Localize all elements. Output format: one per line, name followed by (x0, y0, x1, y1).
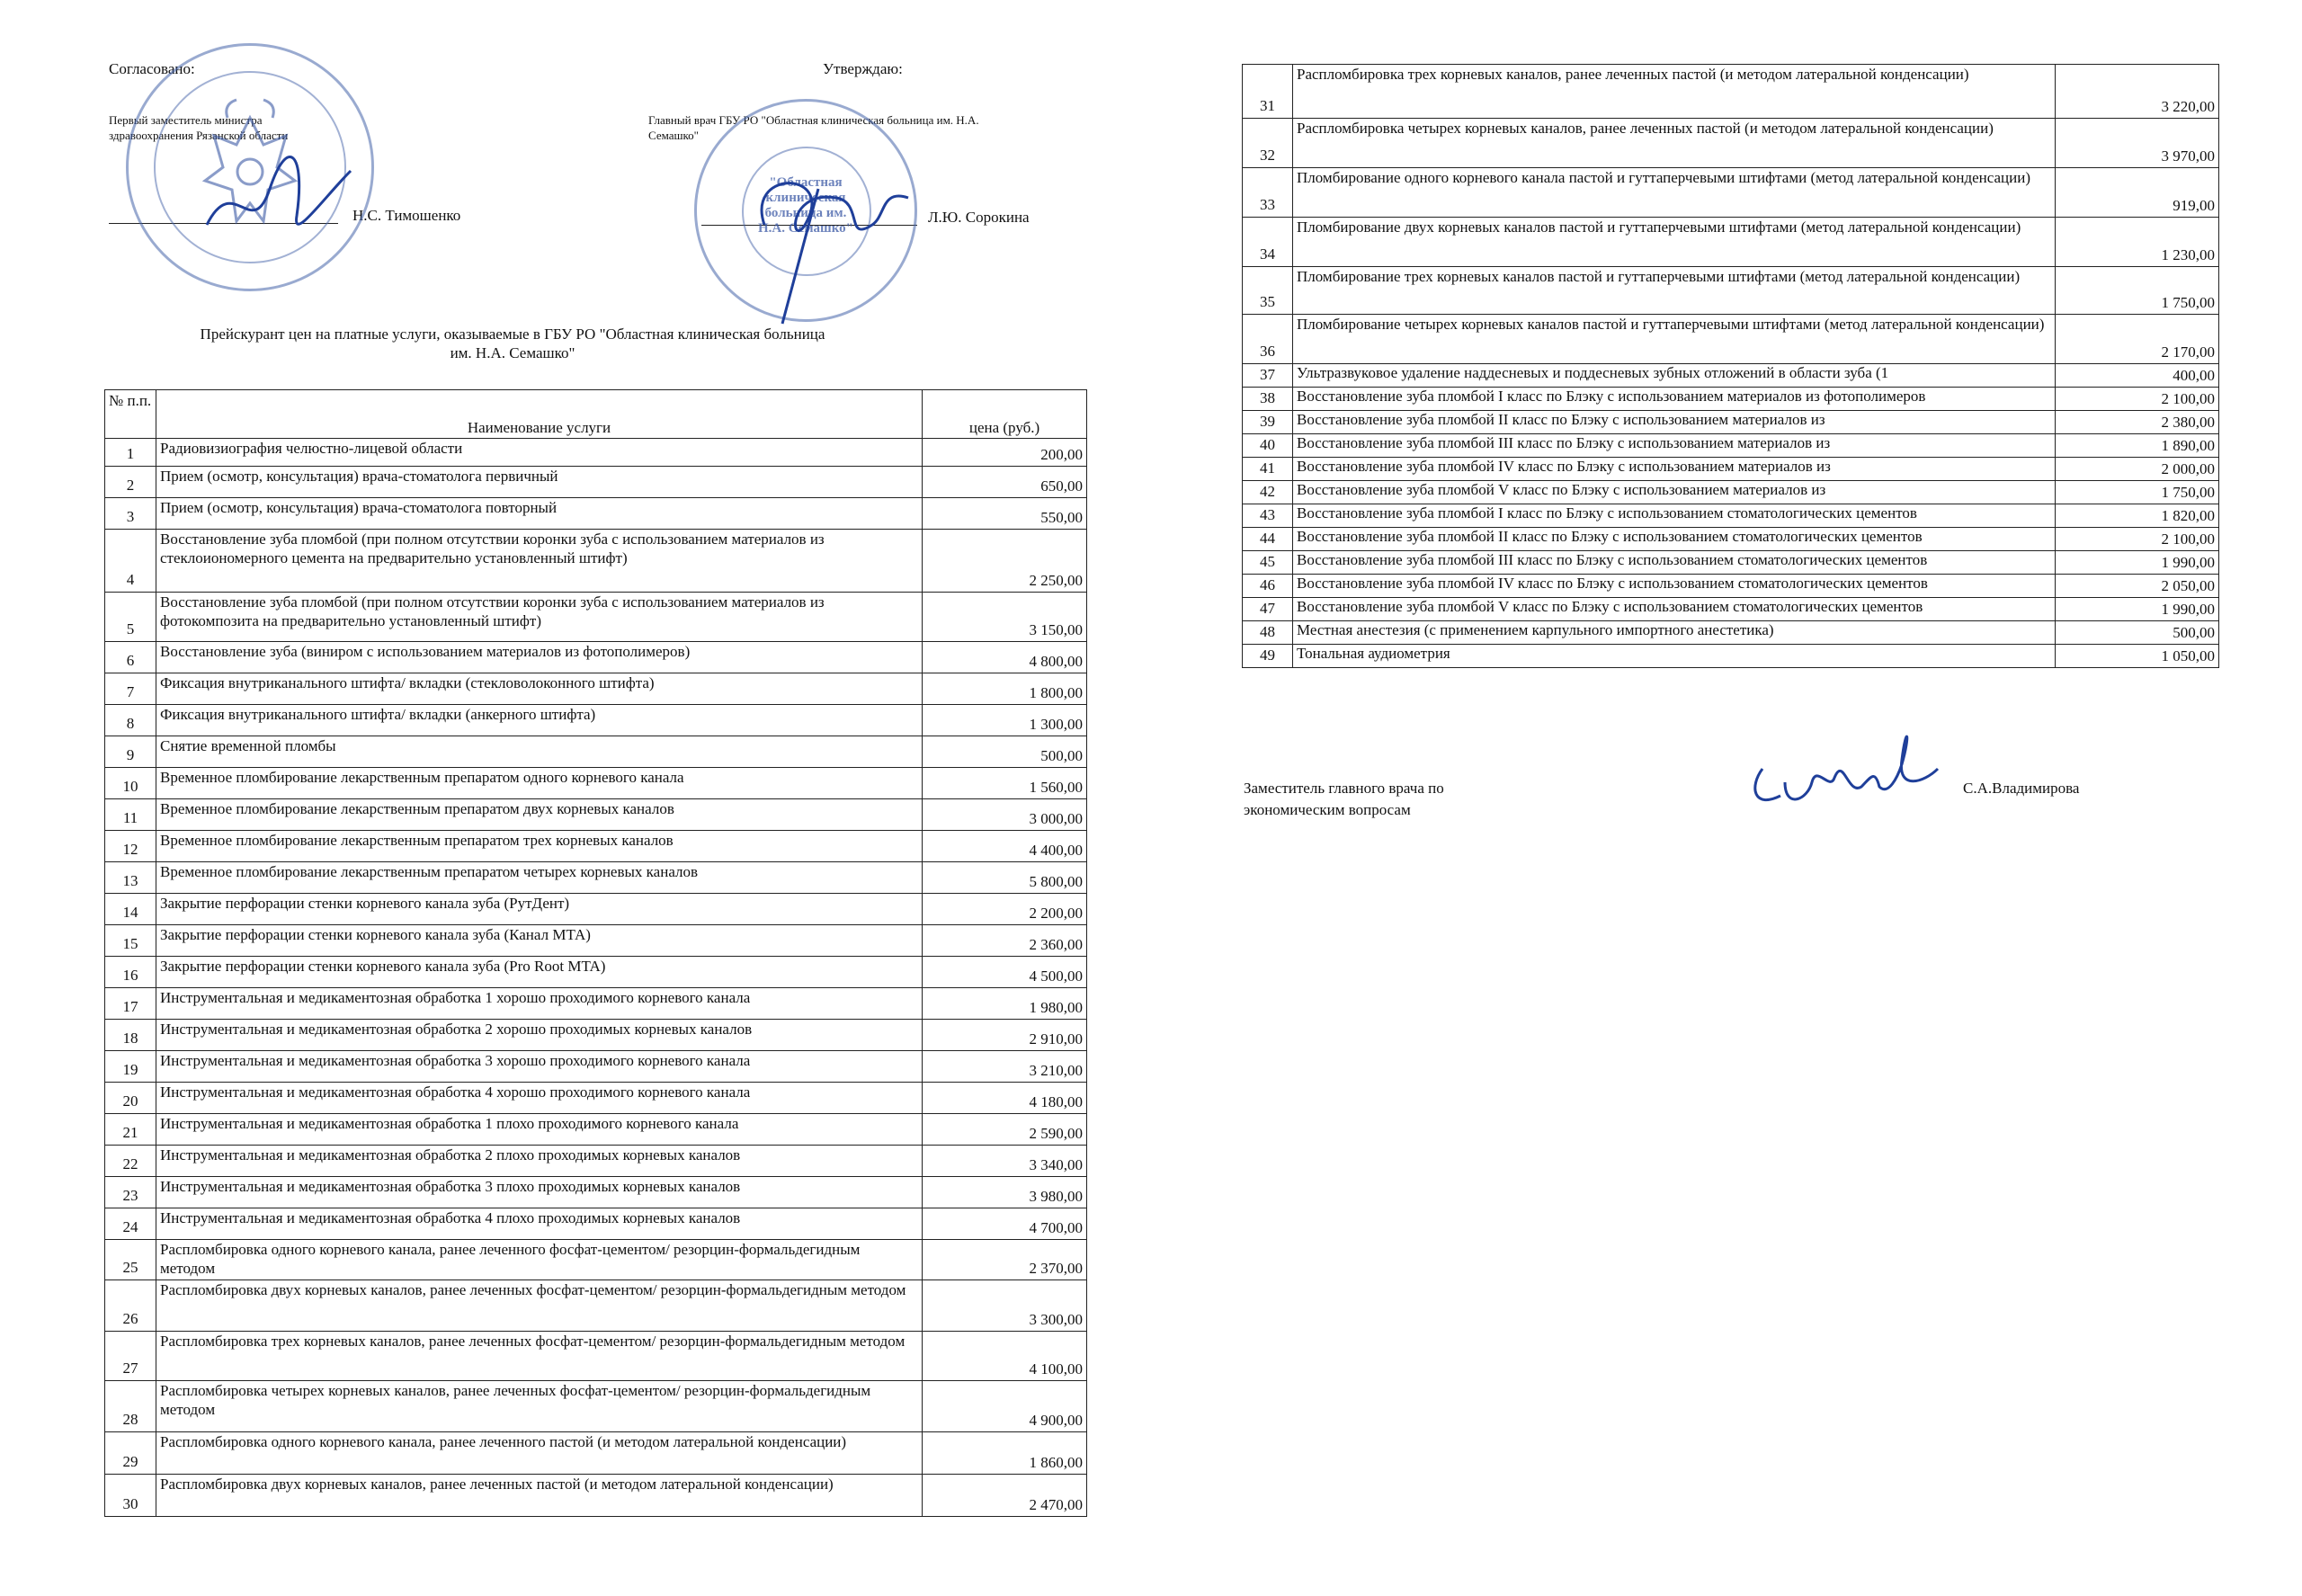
service-name: Закрытие перфорации стенки корневого канала зуба (Канал МТА) (156, 925, 923, 957)
service-name: Распломбировка одного корневого канала, ранее леченного фосфат-цементом/ резорцин-формальдегидным методом (156, 1240, 923, 1280)
table-row (105, 925, 1087, 957)
service-name: Распломбировка четырех корневых каналов, ранее леченных фосфат-цементом/ резорцин-формальдегидным методом (156, 1381, 923, 1432)
approve-label: Утверждаю: (823, 60, 903, 77)
row-number: 47 (1243, 598, 1293, 621)
table-row (105, 799, 1087, 831)
service-name: Инструментальная и медикаментозная обработка 4 плохо проходимых корневых каналов (156, 1208, 923, 1240)
table-row (105, 1475, 1087, 1517)
price-table-right (1242, 64, 2219, 668)
col-number-header: № п.п. (105, 390, 156, 439)
service-price: 2 590,00 (923, 1114, 1087, 1146)
service-price: 3 210,00 (923, 1051, 1087, 1083)
service-price: 2 200,00 (923, 894, 1087, 925)
service-name: Временное пломбирование лекарственным препаратом четырех корневых каналов (156, 862, 923, 894)
service-price: 4 400,00 (923, 831, 1087, 862)
table-row (1243, 411, 2219, 434)
service-name: Восстановление зуба пломбой II класс по Блэку с использованием стоматологических цементов (1293, 528, 2056, 551)
table-row (1243, 598, 2219, 621)
table-row (105, 1083, 1087, 1114)
service-price: 3 970,00 (2056, 119, 2219, 168)
service-price: 1 820,00 (2056, 504, 2219, 528)
table-row (105, 768, 1087, 799)
row-number: 33 (1243, 168, 1293, 218)
table-row (105, 988, 1087, 1020)
service-price: 4 180,00 (923, 1083, 1087, 1114)
service-price: 1 980,00 (923, 988, 1087, 1020)
title-line2: им. Н.А. Семашко" (450, 344, 576, 362)
service-price: 2 170,00 (2056, 315, 2219, 364)
table-body-left (105, 439, 1087, 1517)
service-name: Закрытие перфорации стенки корневого канала зуба (Pro Root MTA) (156, 957, 923, 988)
row-number: 26 (105, 1280, 156, 1332)
table-body-right (1243, 65, 2219, 668)
table-row (105, 498, 1087, 530)
service-name: Инструментальная и медикаментозная обработка 4 хорошо проходимого корневого канала (156, 1083, 923, 1114)
row-number: 5 (105, 593, 156, 642)
row-number: 21 (105, 1114, 156, 1146)
service-name: Восстановление зуба пломбой IV класс по Блэку с использованием стоматологических цементов (1293, 575, 2056, 598)
service-price: 650,00 (923, 467, 1087, 498)
service-name: Восстановление зуба пломбой II класс по Блэку с использованием материалов из (1293, 411, 2056, 434)
footer-deputy-line2: экономическим вопросам (1244, 801, 1411, 818)
service-name: Распломбировка четырех корневых каналов, ранее леченных пастой (и методом латеральной конденсации) (1293, 119, 2056, 168)
service-price: 4 500,00 (923, 957, 1087, 988)
table-row (105, 831, 1087, 862)
table-row (105, 1146, 1087, 1177)
table-row (105, 1114, 1087, 1146)
row-number: 17 (105, 988, 156, 1020)
col-price-header: цена (руб.) (923, 390, 1087, 439)
service-name: Временное пломбирование лекарственным препаратом двух корневых каналов (156, 799, 923, 831)
row-number: 32 (1243, 119, 1293, 168)
row-number: 11 (105, 799, 156, 831)
service-name: Восстановление зуба пломбой I класс по Блэку с использованием материалов из фотополимеров (1293, 388, 2056, 411)
service-price: 1 560,00 (923, 768, 1087, 799)
table-row (105, 1177, 1087, 1208)
row-number: 19 (105, 1051, 156, 1083)
service-name: Распломбировка двух корневых каналов, ранее леченных фосфат-цементом/ резорцин-формальдегидным методом (156, 1280, 923, 1332)
service-price: 2 000,00 (2056, 458, 2219, 481)
service-price: 500,00 (2056, 621, 2219, 645)
service-name: Распломбировка двух корневых каналов, ранее леченных пастой (и методом латеральной конденсации) (156, 1475, 923, 1517)
row-number: 10 (105, 768, 156, 799)
row-number: 37 (1243, 364, 1293, 388)
service-price: 3 980,00 (923, 1177, 1087, 1208)
service-name: Пломбирование одного корневого канала пастой и гуттаперчевыми штифтами (метод латеральной конденсации) (1293, 168, 2056, 218)
service-name: Распломбировка одного корневого канала, ранее леченного пастой (и методом латеральной конденсации) (156, 1432, 923, 1475)
service-name: Закрытие перфорации стенки корневого канала зуба (РутДент) (156, 894, 923, 925)
table-header-row (105, 390, 1087, 439)
table-row (1243, 65, 2219, 119)
service-price: 2 360,00 (923, 925, 1087, 957)
service-name: Прием (осмотр, консультация) врача-стоматолога повторный (156, 498, 923, 530)
chief-doctor-title-line1: Главный врач ГБУ РО "Областная клиническая больница им. Н.А. (648, 113, 979, 127)
service-price: 2 050,00 (2056, 575, 2219, 598)
row-number: 48 (1243, 621, 1293, 645)
row-number: 1 (105, 439, 156, 467)
table-row (105, 705, 1087, 736)
service-price: 1 890,00 (2056, 434, 2219, 458)
service-price: 3 300,00 (923, 1280, 1087, 1332)
service-name: Восстановление зуба пломбой V класс по Блэку с использованием стоматологических цементов (1293, 598, 2056, 621)
row-number: 15 (105, 925, 156, 957)
service-name: Инструментальная и медикаментозная обработка 1 хорошо проходимого корневого канала (156, 988, 923, 1020)
service-price: 1 300,00 (923, 705, 1087, 736)
row-number: 35 (1243, 267, 1293, 315)
row-number: 45 (1243, 551, 1293, 575)
table-row (105, 467, 1087, 498)
table-row (105, 1381, 1087, 1432)
row-number: 22 (105, 1146, 156, 1177)
row-number: 2 (105, 467, 156, 498)
table-row (105, 1051, 1087, 1083)
service-name: Радиовизиография челюстно-лицевой области (156, 439, 923, 467)
service-name: Восстановление зуба пломбой IV класс по Блэку с использованием материалов из (1293, 458, 2056, 481)
chief-doctor-title-line2: Семашко" (648, 129, 699, 142)
service-price: 1 860,00 (923, 1432, 1087, 1475)
row-number: 6 (105, 642, 156, 673)
row-number: 18 (105, 1020, 156, 1051)
service-price: 2 380,00 (2056, 411, 2219, 434)
service-price: 2 250,00 (923, 530, 1087, 593)
table-row (105, 1208, 1087, 1240)
row-number: 27 (105, 1332, 156, 1381)
row-number: 7 (105, 673, 156, 705)
row-number: 34 (1243, 218, 1293, 267)
service-price: 3 150,00 (923, 593, 1087, 642)
table-row (105, 1280, 1087, 1332)
service-name: Прием (осмотр, консультация) врача-стоматолога первичный (156, 467, 923, 498)
service-price: 1 750,00 (2056, 481, 2219, 504)
row-number: 14 (105, 894, 156, 925)
service-price: 919,00 (2056, 168, 2219, 218)
service-name: Распломбировка трех корневых каналов, ранее леченных пастой (и методом латеральной конденсации) (1293, 65, 2056, 119)
table-row (1243, 434, 2219, 458)
table-row (105, 1240, 1087, 1280)
service-name: Восстановление зуба пломбой V класс по Блэку с использованием материалов из (1293, 481, 2056, 504)
row-number: 29 (105, 1432, 156, 1475)
table-row (1243, 481, 2219, 504)
footer-handwritten-signature (1744, 715, 1942, 814)
service-price: 550,00 (923, 498, 1087, 530)
service-price: 4 100,00 (923, 1332, 1087, 1381)
title-line1: Прейскурант цен на платные услуги, оказываемые в ГБУ РО "Областная клиническая больница (200, 325, 825, 343)
service-name: Восстановление зуба пломбой III класс по Блэку с использованием стоматологических цементов (1293, 551, 2056, 575)
footer-signer-name: С.А.Владимирова (1963, 780, 2080, 797)
table-row (1243, 575, 2219, 598)
service-name: Фиксация внутриканального штифта/ вкладки (стекловолоконного штифта) (156, 673, 923, 705)
service-name: Пломбирование двух корневых каналов пастой и гуттаперчевыми штифтами (метод латеральной конденсации) (1293, 218, 2056, 267)
service-price: 5 800,00 (923, 862, 1087, 894)
table-row (105, 957, 1087, 988)
service-price: 1 990,00 (2056, 551, 2219, 575)
row-number: 44 (1243, 528, 1293, 551)
service-name: Тональная аудиометрия (1293, 645, 2056, 668)
service-name: Восстановление зуба пломбой (при полном отсутствии коронки зуба с использованием материалов из стеклоиономерного цемента на предварительно установленный штифт) (156, 530, 923, 593)
service-price: 3 340,00 (923, 1146, 1087, 1177)
service-name: Распломбировка трех корневых каналов, ранее леченных фосфат-цементом/ резорцин-формальдегидным методом (156, 1332, 923, 1381)
service-price: 3 220,00 (2056, 65, 2219, 119)
service-price: 2 910,00 (923, 1020, 1087, 1051)
row-number: 46 (1243, 575, 1293, 598)
footer-deputy-line1: Заместитель главного врача по (1244, 780, 1444, 797)
table-row (105, 1332, 1087, 1381)
table-row (105, 673, 1087, 705)
service-name: Восстановление зуба (виниром с использованием материалов из фотополимеров) (156, 642, 923, 673)
row-number: 4 (105, 530, 156, 593)
row-number: 43 (1243, 504, 1293, 528)
row-number: 24 (105, 1208, 156, 1240)
row-number: 31 (1243, 65, 1293, 119)
table-row (1243, 267, 2219, 315)
row-number: 23 (105, 1177, 156, 1208)
row-number: 40 (1243, 434, 1293, 458)
row-number: 3 (105, 498, 156, 530)
table-row (1243, 504, 2219, 528)
agreed-label: Согласовано: (109, 60, 195, 77)
table-row (105, 862, 1087, 894)
left-signer-name: Н.С. Тимошенко (352, 207, 461, 224)
table-row (1243, 621, 2219, 645)
service-name: Временное пломбирование лекарственным препаратом трех корневых каналов (156, 831, 923, 862)
row-number: 25 (105, 1240, 156, 1280)
service-name: Пломбирование четырех корневых каналов пастой и гуттаперчевыми штифтами (метод латеральной конденсации) (1293, 315, 2056, 364)
deputy-minister-title-line2: здравоохранения Рязанской области (109, 129, 289, 142)
row-number: 9 (105, 736, 156, 768)
row-number: 16 (105, 957, 156, 988)
service-price: 1 050,00 (2056, 645, 2219, 668)
table-row (1243, 218, 2219, 267)
row-number: 12 (105, 831, 156, 862)
service-price: 2 100,00 (2056, 528, 2219, 551)
row-number: 49 (1243, 645, 1293, 668)
service-price: 3 000,00 (923, 799, 1087, 831)
row-number: 8 (105, 705, 156, 736)
table-row (105, 894, 1087, 925)
col-name-header: Наименование услуги (156, 390, 923, 439)
table-row (1243, 551, 2219, 575)
row-number: 28 (105, 1381, 156, 1432)
service-price: 2 100,00 (2056, 388, 2219, 411)
table-row (1243, 364, 2219, 388)
row-number: 13 (105, 862, 156, 894)
right-handwritten-signature (728, 135, 926, 333)
service-price: 4 800,00 (923, 642, 1087, 673)
row-number: 39 (1243, 411, 1293, 434)
right-signer-name: Л.Ю. Сорокина (928, 209, 1030, 226)
row-number: 38 (1243, 388, 1293, 411)
service-price: 2 370,00 (923, 1240, 1087, 1280)
service-name: Восстановление зуба пломбой III класс по Блэку с использованием материалов из (1293, 434, 2056, 458)
row-number: 42 (1243, 481, 1293, 504)
table-row (105, 642, 1087, 673)
service-name: Ультразвуковое удаление наддесневых и поддесневых зубных отложений в области зуба (1 (1293, 364, 2056, 388)
service-name: Восстановление зуба пломбой (при полном отсутствии коронки зуба с использованием материалов из фотокомпозита на предварительно установленный штифт) (156, 593, 923, 642)
table-row (1243, 528, 2219, 551)
row-number: 41 (1243, 458, 1293, 481)
table-row (105, 736, 1087, 768)
row-number: 30 (105, 1475, 156, 1517)
stamp-lettering: "Областная клиническая больница им. Н.А. Семашко" (758, 175, 853, 236)
service-price: 400,00 (2056, 364, 2219, 388)
table-row (1243, 388, 2219, 411)
service-name: Восстановление зуба пломбой I класс по Блэку с использованием стоматологических цементов (1293, 504, 2056, 528)
deputy-minister-title-line1: Первый заместитель министра (109, 113, 263, 127)
service-price: 4 700,00 (923, 1208, 1087, 1240)
row-number: 20 (105, 1083, 156, 1114)
table-row (1243, 168, 2219, 218)
service-price: 500,00 (923, 736, 1087, 768)
service-name: Временное пломбирование лекарственным препаратом одного корневого канала (156, 768, 923, 799)
table-row (105, 593, 1087, 642)
service-price: 2 470,00 (923, 1475, 1087, 1517)
table-row (1243, 315, 2219, 364)
price-table-left (104, 389, 1087, 1517)
service-name: Снятие временной пломбы (156, 736, 923, 768)
service-price: 1 750,00 (2056, 267, 2219, 315)
service-name: Пломбирование трех корневых каналов пастой и гуттаперчевыми штифтами (метод латеральной конденсации) (1293, 267, 2056, 315)
table-row (1243, 645, 2219, 668)
table-row (105, 530, 1087, 593)
service-price: 200,00 (923, 439, 1087, 467)
service-name: Инструментальная и медикаментозная обработка 1 плохо проходимого корневого канала (156, 1114, 923, 1146)
service-price: 1 990,00 (2056, 598, 2219, 621)
service-price: 1 230,00 (2056, 218, 2219, 267)
document-title (108, 325, 917, 363)
table-row (105, 439, 1087, 467)
table-row (105, 1020, 1087, 1051)
service-name: Инструментальная и медикаментозная обработка 2 плохо проходимых корневых каналов (156, 1146, 923, 1177)
table-row (105, 1432, 1087, 1475)
service-name: Инструментальная и медикаментозная обработка 2 хорошо проходимых корневых каналов (156, 1020, 923, 1051)
service-name: Инструментальная и медикаментозная обработка 3 плохо проходимых корневых каналов (156, 1177, 923, 1208)
service-price: 1 800,00 (923, 673, 1087, 705)
service-name: Инструментальная и медикаментозная обработка 3 хорошо проходимого корневого канала (156, 1051, 923, 1083)
left-handwritten-signature (198, 135, 360, 252)
row-number: 36 (1243, 315, 1293, 364)
service-name: Местная анестезия (с применением карпульного импортного анестетика) (1293, 621, 2056, 645)
service-price: 4 900,00 (923, 1381, 1087, 1432)
table-row (1243, 458, 2219, 481)
table-row (1243, 119, 2219, 168)
service-name: Фиксация внутриканального штифта/ вкладки (анкерного штифта) (156, 705, 923, 736)
